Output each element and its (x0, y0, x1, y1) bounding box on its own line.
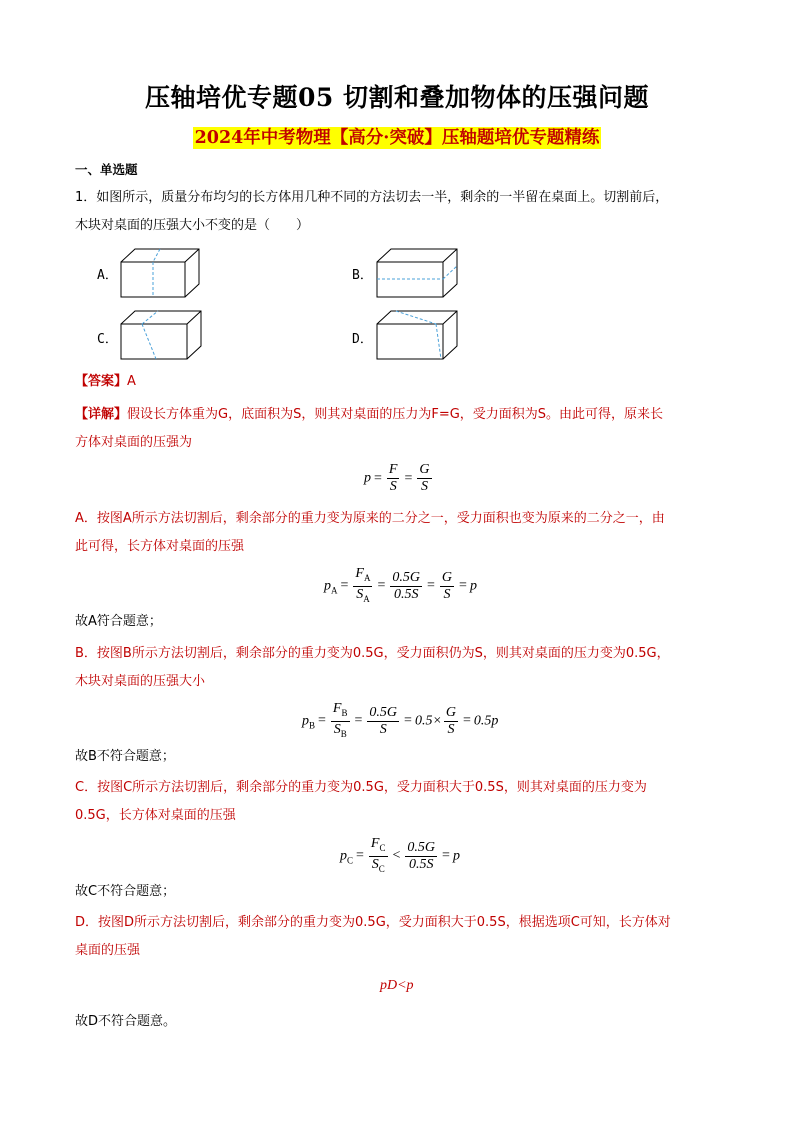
formula-c-rhs: p (452, 848, 460, 864)
formula-original-pressure: p = $\frac{F}{S}$ = $\frac{G}{S}$ (364, 462, 430, 494)
detail-c-line-2: 0.5G，长方体对桌面的压强 (75, 808, 236, 823)
formula-0-lhs: p (364, 470, 371, 486)
detail-b-conclusion: 故B不符合题意； (75, 749, 175, 764)
subtitle-text: 2024年中考物理【高分·突破】压轴题培优专题精练 (194, 128, 600, 148)
option-d-figure (376, 310, 458, 362)
option-b-label: B． (352, 268, 373, 283)
formula-b-den-sub: B (340, 728, 347, 739)
formula-b-num-3: G (445, 704, 457, 720)
formula-c-lhs: p (340, 848, 347, 864)
detail-a (75, 505, 725, 561)
formula-d: pD<p (380, 978, 414, 993)
formula-b-den-2: S (379, 721, 387, 737)
formula-c-den-sub: C (378, 863, 385, 874)
page-subtitle (0, 124, 794, 149)
formula-c-num-sub: C (379, 842, 386, 853)
formula-a-den-sub: A (363, 593, 370, 604)
detail-intro (75, 401, 725, 457)
question-line-1: 1．如图所示，质量分布均匀的长方体用几种不同的方法切去一半，剩余的一半留在桌面上。切割前后， (75, 190, 669, 205)
formula-b-lhs: p (302, 713, 309, 729)
detail-a-conclusion: 故A符合题意； (75, 614, 162, 629)
formula-b-den-1: S (333, 721, 341, 737)
formula-c-sub: C (347, 855, 354, 866)
detail-a-line-1: A．按图A所示方法切割后，剩余部分的重力变为原来的二分之一，受力面积也变为原来的二分之一，由 (75, 511, 665, 526)
formula-b-rhs: 0.5p (473, 713, 499, 729)
option-c-label: C． (97, 332, 118, 347)
formula-a-num-3: G (441, 569, 453, 585)
detail-d (75, 909, 725, 965)
formula-a-num-2: 0.5G (392, 569, 420, 585)
formula-a-den-3: S (443, 586, 451, 602)
detail-b-line-2: 木块对桌面的压强大小 (75, 674, 206, 689)
option-b-figure (376, 248, 458, 300)
detail-line-1: 假设长方体重为G，底面积为S，则其对桌面的压力为F=G，受力面积为S。由此可得，原来长 (127, 407, 664, 422)
formula-b-num-sub: B (341, 707, 348, 718)
formula-a: $p_A$ = $\frac{F_A}{S_A}$ = $\frac{0.5G}{0.5S}$ = $\frac{G}{S}$ = p (324, 566, 477, 604)
detail-d-line-2: 桌面的压强 (75, 943, 141, 958)
option-c-figure (120, 310, 202, 362)
formula-a-den-1: S (356, 586, 364, 602)
formula-b-num-1: F (332, 701, 342, 716)
detail-c (75, 774, 725, 830)
detail-b-line-1: B．按图B所示方法切割后，剩余部分的重力变为0.5G，受力面积仍为S，则其对桌面的压力变为0.5G， (75, 646, 670, 661)
formula-0-den-2: S (420, 479, 428, 494)
option-a-label: A． (97, 268, 118, 283)
detail-b (75, 640, 725, 696)
detail-tag: 【详解】 (75, 407, 128, 422)
detail-line-2: 方体对桌面的压强为 (75, 435, 193, 450)
formula-a-rhs: p (469, 578, 477, 594)
question-text (75, 184, 725, 240)
detail-d-conclusion: 故D不符合题意。 (75, 1014, 177, 1029)
formula-a-num-sub: A (363, 572, 371, 583)
formula-a-num-1: F (355, 566, 364, 581)
formula-b-num-2: 0.5G (369, 704, 398, 720)
formula-b-den-3: S (447, 721, 455, 737)
option-a-figure (120, 248, 200, 300)
answer-tag: 【答案】 (75, 374, 128, 389)
detail-c-conclusion: 故C不符合题意； (75, 884, 176, 899)
formula-c-den-1: S (371, 856, 379, 872)
formula-0-num-1: F (388, 462, 398, 477)
formula-b-sub: B (309, 720, 316, 731)
formula-a-lhs: p (324, 578, 331, 594)
section-label: 一、单选题 (75, 162, 138, 177)
formula-a-sub: A (331, 585, 338, 596)
formula-b: $p_B$ = $\frac{F_B}{S_B}$ = $\frac{0.5G}{S}$ = 0.5× $\frac{G}{S}$ = 0.5p (302, 701, 499, 739)
answer-value: A (127, 374, 136, 389)
formula-c-den-2: 0.5S (408, 856, 434, 872)
detail-d-line-1: D．按图D所示方法切割后，剩余部分的重力变为0.5G，受力面积大于0.5S，根据选项C可知，长方体对 (75, 915, 671, 930)
page-title: 压轴培优专题05 切割和叠加物体的压强问题 (145, 83, 649, 112)
question-line-2: 木块对桌面的压强大小不变的是（ ） (75, 218, 310, 233)
formula-a-den-2: 0.5S (393, 586, 419, 602)
detail-a-line-2: 此可得，长方体对桌面的压强 (75, 539, 245, 554)
answer-line (75, 368, 725, 396)
detail-c-line-1: C．按图C所示方法切割后，剩余部分的重力变为0.5G，受力面积大于0.5S，则其对桌面的压力变为 (75, 780, 647, 795)
formula-0-den-1: S (389, 479, 397, 494)
option-d-label: D． (352, 332, 373, 347)
formula-c: $p_C$ = $\frac{F_C}{S_C}$ < $\frac{0.5G}{0.5S}$ = p (340, 836, 460, 874)
formula-0-num-2: G (419, 462, 430, 477)
formula-b-mid: 0.5× (414, 713, 442, 729)
formula-c-num-2: 0.5G (407, 839, 436, 855)
formula-c-num-1: F (370, 836, 380, 851)
